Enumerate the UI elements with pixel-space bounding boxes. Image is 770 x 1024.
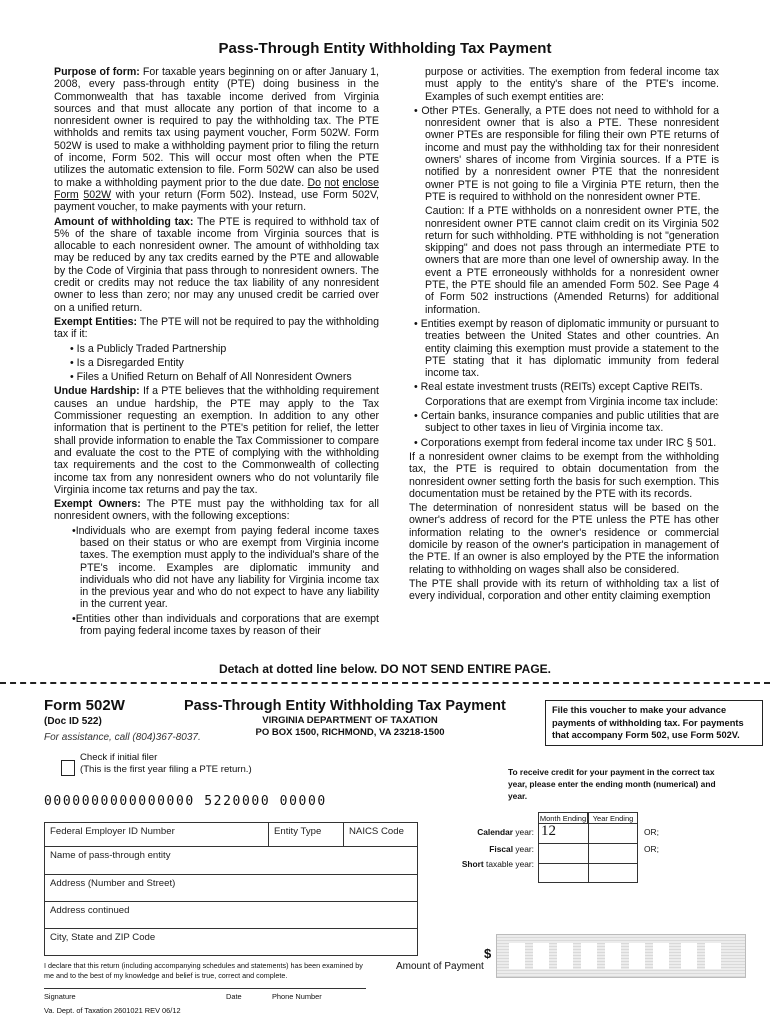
page-title: Pass-Through Entity Withholding Tax Payment [218, 40, 552, 57]
amount-digit-box[interactable] [629, 943, 645, 969]
amount-paragraph [54, 216, 379, 314]
calendar-month-value[interactable]: 12 [541, 823, 556, 839]
exempt-entities-paragraph [54, 316, 379, 341]
signature-line[interactable] [44, 988, 366, 989]
naics-label: NAICS Code [349, 826, 404, 837]
credit-instructions: To receive credit for your payment in the correct tax year, please enter the ending month (numerical) and year. [508, 767, 716, 801]
purpose-heading: Purpose of form: [54, 66, 140, 78]
amount-digit-box[interactable] [681, 943, 697, 969]
list-item: • Files a Unified Return on Behalf of All Nonresident Owners [70, 371, 352, 384]
dollar-sign: $ [484, 946, 492, 961]
doc-id: (Doc ID 522) [44, 716, 102, 727]
agency-address [230, 715, 470, 739]
calendar-year-label [444, 827, 534, 837]
list-item: •Individuals who are exempt from paying federal income taxes based on their status or who are exempt from Virginia income taxes. The exemption must apply to the individual's share of the PTE's income. Examples are diplomatic immunity and individuals who did not have any liability for Virginia income tax in the previous year and who do not expect to have any liability in the current year. [72, 524, 379, 611]
right-bullets-2 [409, 318, 719, 394]
agency-name: VIRGINIA DEPARTMENT OF TAXATION [262, 715, 438, 726]
initial-filer-label-line1: Check if initial filer [80, 752, 158, 763]
calendar-label-bold: Calendar [477, 827, 514, 837]
month-ending-header: Month Ending [539, 814, 587, 823]
amount-heading: Amount of withholding tax: [54, 215, 194, 228]
list-paragraph: The PTE shall provide with its return of withholding tax a list of every individual, corporation and other entity claiming exemption [409, 577, 719, 603]
signature-label: Signature [44, 992, 76, 1001]
purpose-underline-not: not [324, 176, 340, 189]
exempt-entities-heading: Exempt Entities: [54, 315, 138, 328]
amount-digit-box[interactable] [581, 943, 597, 969]
purpose-underline-502w: 502W [83, 188, 112, 201]
voucher-title: Pass-Through Entity Withholding Tax Payment [184, 698, 506, 714]
or-label: OR; [644, 844, 659, 854]
amount-of-payment-field[interactable] [496, 934, 746, 978]
date-label: Date [226, 992, 242, 1001]
amount-digit-box[interactable] [533, 943, 549, 969]
purpose-underline-enclose: enclose [342, 176, 379, 189]
exempt-owners-text: The PTE must pay the withholding tax for all nonresident owners, with the following exceptions: [54, 498, 379, 523]
amount-of-payment-label: Amount of Payment [396, 961, 484, 972]
list-item: • Entities exempt by reason of diplomatic immunity or pursuant to treaties between the United States and other countries. An entity claiming this exemption must provide a statement to the PTE stating that it has diplomatic immunity from federal income tax. [414, 317, 719, 380]
assistance-phone: For assistance, call (804)367-8037. [44, 732, 201, 743]
purpose-paragraph [54, 66, 379, 214]
form-footer: Va. Dept. of Taxation 2601021 REV 06/12 [44, 1006, 181, 1015]
year-ending-header: Year Ending [588, 812, 638, 823]
short-label-bold: Short [461, 859, 484, 869]
exempt-owners-heading: Exempt Owners: [54, 498, 141, 511]
entity-info-grid [44, 822, 418, 956]
fein-field[interactable] [45, 823, 269, 847]
short-label-rest: taxable year: [483, 859, 534, 869]
address-label: Address (Number and Street) [50, 878, 176, 889]
voucher-notice-box: File this voucher to make your advance payments of withholding tax. For payments that accompany Form 502, use Form 502V. [545, 700, 763, 746]
amount-digit-box[interactable] [705, 943, 721, 969]
year-table-rule [539, 863, 637, 864]
corp-bullets [409, 410, 719, 449]
purpose-underline-do: Do [307, 176, 322, 189]
list-item: • Real estate investment trusts (REITs) except Captive REITs. [414, 381, 703, 394]
fein-label: Federal Employer ID Number [50, 826, 175, 837]
address-continued-label: Address continued [50, 905, 130, 916]
purpose-tail: with your return (Form 502). Instead, use Form 502V, payment voucher, to make payments with your return. [54, 188, 379, 214]
right-intro: purpose or activities. The exemption from federal income tax must apply to the entity's share of the PTE's income. Examples of such exempt entities are: [425, 66, 719, 103]
calendar-label-rest: year: [513, 827, 534, 837]
amount-digit-box[interactable] [653, 943, 669, 969]
entity-type-label: Entity Type [274, 826, 322, 837]
instructions-right-column [409, 66, 719, 604]
amount-text: The PTE is required to withhold tax of 5% of the share of taxable income from Virginia sources that is allocable to each nonresident owner. The amount of withholding tax may be reduced by any tax credits earned by the PTE and allowable by the Code of Virginia that pass through to nonresident owners. The credit or credits may not reduce the tax liability of any nonresident owner to less than zero; nor may any unused credit be carried over on a unified return. [54, 215, 379, 314]
hardship-text: If a PTE believes that the withholding requirement causes an undue hardship, the PTE may apply to the Tax Commissioner requesting an exemption. In addition to any other information that is pertinent to the PTE's petition for relief, the letter shall provide information to enable the Tax Commissioner to compare and evaluate the cost to the PTE of complying with the withholding tax requirements and the cost to the Commonwealth of collecting income tax from any nonresident owners who do not voluntarily file Virginia income tax returns and pay the tax. [54, 385, 379, 496]
address-continued-field[interactable] [45, 902, 417, 929]
amount-digit-box[interactable] [557, 943, 573, 969]
list-item: • Is a Publicly Traded Partnership [70, 342, 227, 355]
phone-label: Phone Number [272, 992, 322, 1001]
entity-type-field[interactable] [269, 823, 344, 847]
initial-filer-checkbox[interactable] [61, 760, 75, 776]
year-table-divider [588, 824, 589, 882]
exempt-entities-list [54, 343, 379, 384]
fiscal-label-bold: Fiscal [489, 844, 514, 854]
naics-field[interactable] [344, 823, 417, 847]
right-bullets-1 [409, 105, 719, 203]
or-label: OR; [644, 827, 659, 837]
city-state-zip-label: City, State and ZIP Code [50, 932, 156, 943]
hardship-heading: Undue Hardship: [54, 385, 140, 398]
purpose-underline-form: Form [54, 188, 79, 201]
status-paragraph: The determination of nonresident status will be based on the owner's address of record for the PTE unless the PTE has other information relating to the owner's residence or commercial domicile by reason of the owner's participation in management of the PTE. If an owner is also employed by the PTE the information relating to withholding on wages shall also be considered. [409, 502, 719, 576]
list-item: • Certain banks, insurance companies and public utilities that are subject to other taxes in lieu of Virginia income tax. [414, 410, 719, 435]
agency-po-box: PO BOX 1500, RICHMOND, VA 23218-1500 [255, 727, 445, 738]
list-item: •Entities other than individuals and corporations that are exempt from paying federal income taxes by reason of their [72, 612, 379, 638]
form-number: Form 502W [44, 697, 125, 714]
year-table-rule [539, 843, 637, 844]
purpose-text: For taxable years beginning on or after January 1, 2008, every pass-through entity (PTE) doing business in the Commonwealth that has taxable income derived from Virginia sources and that must allocate any portion of that income to a nonresident owner is required to pay the withholding tax. The PTE withholds and remits tax using payment voucher, Form 502W. Form 502W is used to make a withholding payment prior to filing the return of income, Form 502. This will occur most often when the PTE utilizes the automatic extension to file. Form 502W can also be used to make a withholding payment prior to the due date. [54, 66, 379, 189]
list-item: • Other PTEs. Generally, a PTE does not need to withhold for a nonresident owner that is also a PTE. These nonresident owner PTEs are responsible for filing their own PTE returns of income and must pay the withholding tax for their nonresident owners' shares of income from Virginia sources. If a PTE is notified by a nonresident owner PTE that the nonresident owner PTE is not going to file a Virginia PTE return, then the PTE is required to withhold on the nonresident owner PTE. [414, 104, 719, 203]
list-item: • Corporations exempt from federal income tax under IRC § 501. [414, 436, 717, 449]
exempt-owners-paragraph [54, 498, 379, 523]
corp-intro: Corporations that are exempt from Virginia income tax include: [425, 395, 719, 408]
amount-digit-box[interactable] [509, 943, 525, 969]
initial-filer-label [80, 752, 252, 776]
scan-line: 0000000000000000 5220000 00000 [44, 794, 327, 809]
short-year-label [444, 859, 534, 869]
list-item: • Is a Disregarded Entity [70, 356, 184, 369]
declaration-text: I declare that this return (including accompanying schedules and statements) has been examined by me and to the best of my knowledge and belief is true, correct and complete. [44, 961, 363, 980]
city-state-zip-field[interactable] [45, 929, 417, 955]
amount-digit-box[interactable] [605, 943, 621, 969]
hardship-paragraph [54, 385, 379, 496]
instructions-left-column [54, 66, 379, 639]
exempt-owners-list [54, 525, 379, 638]
entity-name-field[interactable] [45, 847, 417, 875]
docs-paragraph: If a nonresident owner claims to be exempt from the withholding tax, the PTE is required to obtain documentation from the nonresident owner setting forth the basis for such exemption. This documentation must be retained by the PTE with its records. [409, 450, 719, 500]
dotted-cut-line [0, 682, 770, 684]
exempt-entities-text: The PTE will not be required to pay the withholding tax if it: [54, 315, 379, 341]
initial-filer-label-line2: (This is the first year filing a PTE return.) [80, 764, 252, 775]
fiscal-year-label [444, 844, 534, 854]
entity-name-label: Name of pass-through entity [50, 850, 171, 861]
caution-paragraph: Caution: If a PTE withholds on a nonresident owner PTE, the nonresident owner PTE cannot claim credit on its Virginia 502 return for such withholding. PTE withholding is not "generation skipping" and does not pass through an intermediate PTE to owners that are more than one level of ownership away. In the event a PTE erroneously withholds for a nonresident owner PTE, the PTE should file an amended Form 502. See Page 4 of Form 502 instructions (Amended Returns) for additional information. [425, 205, 719, 316]
fiscal-label-rest: year: [513, 844, 534, 854]
address-field[interactable] [45, 875, 417, 902]
detach-notice: Detach at dotted line below. DO NOT SEND ENTIRE PAGE. [218, 662, 552, 676]
